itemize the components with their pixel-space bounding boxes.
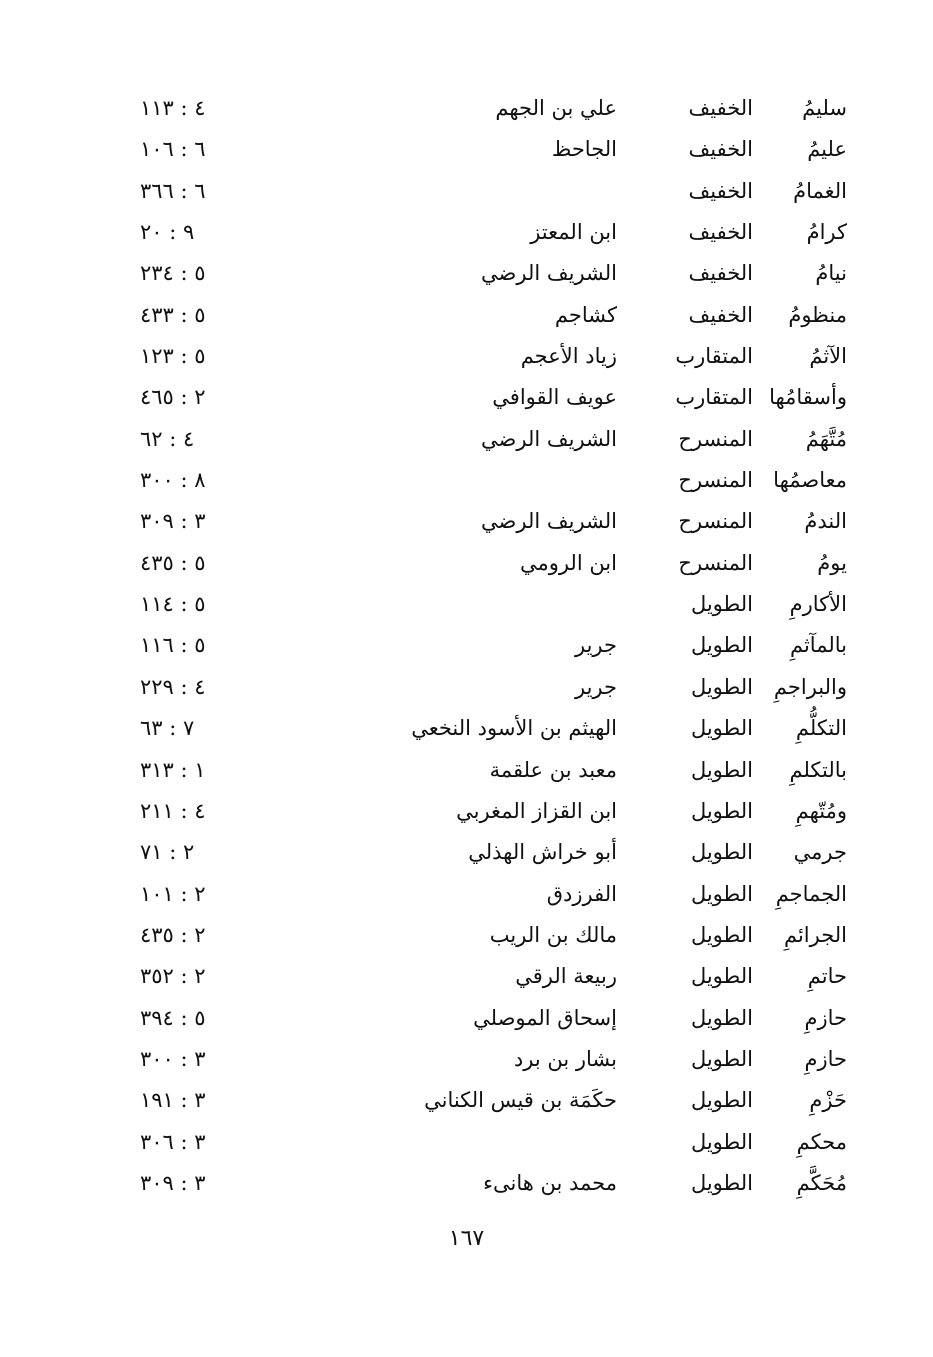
poetic-meter: الطويل xyxy=(690,1129,753,1154)
rhyme-word: جرمي xyxy=(793,840,847,865)
poet-name: حكَمَة بن قيس الكناني xyxy=(424,1088,617,1113)
poet-name: الشريف الرضي xyxy=(481,509,617,534)
volume-page-reference: ٣ : ١٩١ xyxy=(140,1088,206,1113)
poet-name: بشار بن برد xyxy=(513,1046,617,1071)
index-row xyxy=(0,253,933,294)
volume-page-reference: ٢ : ٧١ xyxy=(140,840,195,865)
rhyme-word: الآثمُ xyxy=(809,344,847,369)
index-row xyxy=(0,501,933,542)
poetic-meter: الخفيف xyxy=(688,178,753,203)
poetic-meter: الطويل xyxy=(690,1088,753,1113)
poet-name: ابن الرومي xyxy=(519,550,617,575)
poetic-meter: المتقارب xyxy=(675,385,753,410)
poet-name: علي بن الجهم xyxy=(495,96,617,120)
rhyme-word: عليمُ xyxy=(807,137,847,162)
index-row xyxy=(0,88,933,129)
poet-name: معبد بن علقمة xyxy=(489,757,617,782)
poet-name: زياد الأعجم xyxy=(520,344,617,369)
poetic-meter: الطويل xyxy=(690,633,753,658)
poet-name: الجاحظ xyxy=(551,137,617,162)
volume-page-reference: ٣ : ٣٠٦ xyxy=(140,1129,206,1154)
rhyme-word: الغمامُ xyxy=(793,178,847,203)
index-row xyxy=(0,667,933,708)
poetic-meter: المتقارب xyxy=(675,344,753,369)
volume-page-reference: ٥ : ١٢٣ xyxy=(140,344,206,369)
index-row xyxy=(0,956,933,997)
poet-name: ابن القزاز المغربي xyxy=(456,798,617,823)
poetic-meter: الخفيف xyxy=(688,220,753,245)
index-row xyxy=(0,1163,933,1204)
index-row xyxy=(0,336,933,377)
index-row xyxy=(0,543,933,584)
index-row xyxy=(0,832,933,873)
volume-page-reference: ٥ : ١١٦ xyxy=(140,633,206,658)
rhyme-word: والبراجمِ xyxy=(773,674,847,699)
volume-page-reference: ٤ : ٢٢٩ xyxy=(140,674,206,699)
volume-page-reference: ١ : ٣١٣ xyxy=(140,757,206,782)
volume-page-reference: ٥ : ٢٣٤ xyxy=(140,261,206,286)
rhyme-word: التكلُّمِ xyxy=(795,716,847,741)
rhyme-word: كرامُ xyxy=(806,220,847,245)
poet-name: جرير xyxy=(575,674,617,699)
rhyme-word: مُتَّهَمُ xyxy=(805,426,847,451)
poetic-meter: الطويل xyxy=(690,674,753,699)
index-row xyxy=(0,874,933,915)
poetic-meter: الطويل xyxy=(690,1005,753,1030)
poet-name: الهيثم بن الأسود النخعي xyxy=(411,716,617,741)
poetic-meter: الطويل xyxy=(690,592,753,617)
volume-page-reference: ٤ : ٢١١ xyxy=(140,798,206,823)
index-row xyxy=(0,791,933,832)
volume-page-reference: ٥ : ٤٣٣ xyxy=(140,302,206,327)
poetic-meter: المنسرح xyxy=(678,468,753,493)
poetic-meter: الطويل xyxy=(690,964,753,989)
page-number: ١٦٧ xyxy=(448,1226,485,1251)
poet-name: عويف القوافي xyxy=(492,385,617,410)
rhyme-word: يومُ xyxy=(817,550,847,575)
index-row xyxy=(0,708,933,749)
index-row xyxy=(0,584,933,625)
volume-page-reference: ٨ : ٣٠٠ xyxy=(140,468,206,493)
poetic-meter: المنسرح xyxy=(678,509,753,534)
volume-page-reference: ٣ : ٣٠٠ xyxy=(140,1046,206,1071)
rhyme-word: حاتمِ xyxy=(807,964,847,989)
volume-page-reference: ٩ : ٢٠ xyxy=(140,220,195,245)
index-row xyxy=(0,998,933,1039)
volume-page-reference: ٢ : ٤٣٥ xyxy=(140,922,206,947)
rhyme-word: وأسقامُها xyxy=(769,385,847,410)
volume-page-reference: ٤ : ٦٢ xyxy=(140,426,195,451)
poet-name: محمد بن هانىء xyxy=(483,1170,617,1195)
poet-name: جرير xyxy=(575,633,617,658)
volume-page-reference: ٢ : ٤٦٥ xyxy=(140,385,206,410)
rhyme-word: مُحَكَّمِ xyxy=(796,1170,847,1195)
poet-name: الفرزدق xyxy=(546,881,617,906)
poetic-meter: الطويل xyxy=(690,840,753,865)
poetic-meter: الطويل xyxy=(690,1046,753,1071)
rhyme-word: حازمِ xyxy=(804,1046,847,1071)
volume-page-reference: ٥ : ٣٩٤ xyxy=(140,1005,206,1030)
poet-name: إسحاق الموصلي xyxy=(473,1005,617,1030)
index-row xyxy=(0,460,933,501)
index-row xyxy=(0,171,933,212)
poet-name: ابن المعتز xyxy=(530,220,617,245)
poetic-meter: المنسرح xyxy=(678,426,753,451)
poetic-meter: الطويل xyxy=(690,716,753,741)
poetic-meter: الخفيف xyxy=(688,137,753,162)
rhyme-word: الندمُ xyxy=(804,509,847,534)
poetic-meter: المنسرح xyxy=(678,550,753,575)
volume-page-reference: ٤ : ١١٣ xyxy=(140,96,206,120)
rhyme-word: الأكارمِ xyxy=(789,592,847,617)
volume-page-reference: ٧ : ٦٣ xyxy=(140,716,195,741)
poetic-meter: الطويل xyxy=(690,757,753,782)
rhyme-word: حازمِ xyxy=(804,1005,847,1030)
rhyme-word: منظومُ xyxy=(788,302,847,327)
index-row xyxy=(0,915,933,956)
volume-page-reference: ٢ : ٣٥٢ xyxy=(140,964,206,989)
poetic-meter: الطويل xyxy=(690,922,753,947)
index-row xyxy=(0,750,933,791)
index-row xyxy=(0,419,933,460)
rhyme-word: نيامُ xyxy=(815,261,847,286)
volume-page-reference: ٣ : ٣٠٩ xyxy=(140,1170,206,1195)
index-row xyxy=(0,625,933,666)
volume-page-reference: ٥ : ١١٤ xyxy=(140,592,206,617)
rhyme-word: الجماجمِ xyxy=(775,881,847,906)
rhyme-word: سليمُ xyxy=(802,96,847,120)
volume-page-reference: ٢ : ١٠١ xyxy=(140,881,206,906)
poet-name: الشريف الرضي xyxy=(481,426,617,451)
rhyme-word: حَزْمِ xyxy=(809,1088,847,1113)
index-row xyxy=(0,377,933,418)
poetic-meter: الطويل xyxy=(690,881,753,906)
poetic-meter: الطويل xyxy=(690,1170,753,1195)
index-row xyxy=(0,1080,933,1121)
index-row xyxy=(0,129,933,170)
volume-page-reference: ٦ : ٣٦٦ xyxy=(140,178,206,203)
poet-name: الشريف الرضي xyxy=(481,261,617,286)
poetic-meter: الطويل xyxy=(690,798,753,823)
volume-page-reference: ٥ : ٤٣٥ xyxy=(140,550,206,575)
poet-name: أبو خراش الهذلي xyxy=(468,840,617,865)
rhyme-word: محكمِ xyxy=(796,1129,847,1154)
poetic-meter: الخفيف xyxy=(688,261,753,286)
rhyme-index-list xyxy=(0,88,933,1204)
volume-page-reference: ٦ : ١٠٦ xyxy=(140,137,206,162)
poet-name: مالك بن الريب xyxy=(489,922,617,947)
poetic-meter: الخفيف xyxy=(688,302,753,327)
poet-name: كشاجم xyxy=(554,302,617,327)
index-row xyxy=(0,1122,933,1163)
rhyme-word: بالمآثمِ xyxy=(789,633,847,658)
poetic-meter: الخفيف xyxy=(688,96,753,120)
poet-name: ربيعة الرقي xyxy=(515,964,617,989)
index-row xyxy=(0,295,933,336)
index-row xyxy=(0,212,933,253)
rhyme-word: الجرائمِ xyxy=(783,922,847,947)
volume-page-reference: ٣ : ٣٠٩ xyxy=(140,509,206,534)
rhyme-word: بالتكلمِ xyxy=(789,757,847,782)
rhyme-word: معاصمُها xyxy=(773,468,847,493)
rhyme-word: ومُتّهمِ xyxy=(795,798,847,823)
index-row xyxy=(0,1039,933,1080)
